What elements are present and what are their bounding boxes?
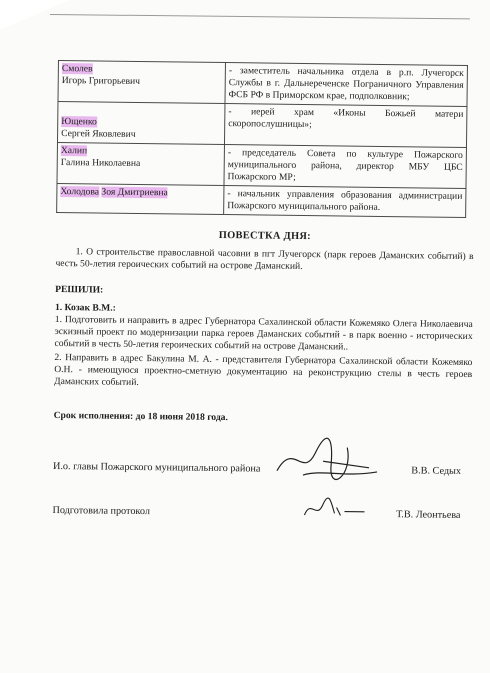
member-given-name: Сергей Яковлевич: [61, 127, 136, 140]
table-row: [57, 142, 466, 188]
signature-row-head: [53, 448, 471, 481]
member-given-name: Зоя Дмитриевна: [101, 186, 168, 199]
member-surname: Смолев: [61, 63, 93, 75]
members-table: [56, 60, 468, 218]
agenda-title: ПОВЕСТКА ДНЯ:: [218, 229, 312, 242]
resolution-point: 2. Направить в адрес Бакулина М. А. - представителя Губернатора Сахалинской области Кожемяко О.Н. - имеющуюся проектно-сметную документацию на реконструкцию стелы в честь героев Даманских событий.: [54, 351, 473, 388]
member-role: - иерей храм «Иконы Божьей матери скоропослушницы»;: [224, 103, 466, 147]
signatory-role: И.о. главы Пожарского муниципального района: [52, 460, 261, 475]
resolved-title: РЕШИЛИ:: [55, 283, 104, 296]
member-role: - начальник управления образования администрации Пожарского муниципального района.: [224, 185, 466, 217]
agenda-item: 1. О строительстве православной часовни в пгт Лучегорск (парк героев Даманских событий) в честь 50-летия героических событий на острове Даманский.: [55, 246, 474, 272]
speaker-name: 1. Козак В.М.:: [54, 301, 116, 314]
member-role: - заместитель начальника отдела в р.п. Лучегорск Службы в г. Дальнереченске Пограничного Управления ФСБ РФ в Приморском крае, подполковник;: [225, 63, 467, 107]
handwritten-signature-icon: [300, 495, 370, 524]
member-role: - председатель Совета по культуре Пожарского муниципального района, директор МБУ ЦБС Пожарского МР;: [224, 144, 466, 188]
member-name-cell: [57, 142, 224, 185]
table-row: [57, 101, 466, 147]
member-given-name: Галина Николаевна: [60, 156, 141, 169]
member-surname: Холодова: [60, 185, 100, 198]
protocol-document: [52, 60, 476, 525]
signatory-role: Подготовила протокол: [52, 504, 151, 518]
member-surname: Ющенко: [61, 115, 97, 128]
deadline: Срок исполнения: до 18 июня 2018 года.: [53, 409, 228, 423]
member-name-cell: [57, 183, 224, 214]
member-surname: Халип: [60, 144, 88, 157]
resolution-point: 1. Подготовить и направить в адрес Губернатора Сахалинской области Кожемяко Олега Николаевича эскизный проект по модернизации парка героев Даманских событий - в парк военно - исторических событий в честь 50-летия героических событий на острове Даманский..: [54, 313, 473, 353]
member-given-name: Игорь Григорьевич: [61, 75, 141, 87]
paper-edge-line: [50, 14, 470, 19]
table-row: [57, 183, 466, 217]
signatory-name: В.В. Седых: [411, 465, 462, 477]
handwritten-signature-icon: [273, 430, 384, 483]
member-name-cell: [57, 101, 224, 144]
member-name-cell: [58, 61, 225, 104]
table-row: [58, 61, 467, 107]
signatory-name: Т.В. Леонтьева: [396, 509, 461, 521]
signature-row-author: [52, 492, 470, 525]
